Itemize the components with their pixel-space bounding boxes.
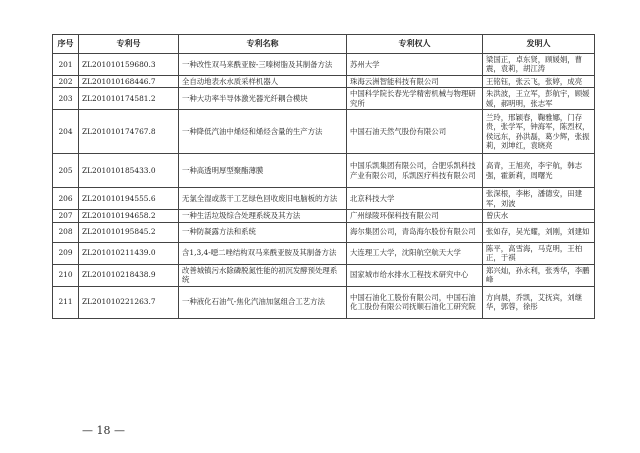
cell-patent-name: 一种降低汽油中烯烃和烯烃含量的生产方法	[179, 110, 347, 154]
cell-inventors: 梁国正，卓东贤，顾媛娟，曹震，袁莉，胡江涛	[483, 54, 595, 76]
cell-patent-id: ZL201010194555.6	[79, 188, 179, 210]
cell-serial: 201	[53, 54, 79, 76]
cell-patent-name: 一种液化石油气-焦化汽油加氢组合工艺方法	[179, 286, 347, 318]
cell-serial: 209	[53, 242, 79, 264]
table-row	[53, 242, 595, 264]
cell-patent-name: 含1,3,4-噁二唑结构双马来酰亚胺及其制备方法	[179, 242, 347, 264]
cell-inventors: 曾庆水	[483, 210, 595, 222]
table-row	[53, 286, 595, 318]
cell-patent-name: 无氯全湿或蒸干工艺绿色回收废旧电脑板的方法	[179, 188, 347, 210]
cell-patent-id: ZL201010168446.7	[79, 75, 179, 87]
cell-patent-holder: 中国科学院长春光学精密机械与物理研究所	[347, 88, 483, 110]
header-inventors: 发明人	[483, 35, 595, 54]
cell-patent-id: ZL201010221263.7	[79, 286, 179, 318]
cell-patent-holder: 苏州大学	[347, 54, 483, 76]
cell-patent-holder: 中国石油天然气股份有限公司	[347, 110, 483, 154]
header-patent-holder: 专利权人	[347, 35, 483, 54]
table-row	[53, 188, 595, 210]
cell-inventors: 张如存，吴光耀，刘刚，刘建如	[483, 222, 595, 242]
cell-inventors: 朱洪波，王立军，彭航宇，顾媛媛，郝明明，张志军	[483, 88, 595, 110]
cell-inventors: 兰玲，邢颖春，鞠雅娜，门存贵，张学军，钟海军，陈烈权，侯远东，孙洪磊，葛少辉，张振莉，刘坤红，袁晓亮	[483, 110, 595, 154]
cell-patent-id: ZL201010194658.2	[79, 210, 179, 222]
table-row	[53, 210, 595, 222]
header-patent-name: 专利名称	[179, 35, 347, 54]
table-row	[53, 54, 595, 76]
cell-inventors: 方向晨，乔凯，艾抚宾，刘继华，郭蓉，徐彤	[483, 286, 595, 318]
table-row	[53, 154, 595, 188]
cell-patent-id: ZL201010174581.2	[79, 88, 179, 110]
cell-serial: 203	[53, 88, 79, 110]
cell-serial: 208	[53, 222, 79, 242]
cell-serial: 211	[53, 286, 79, 318]
patent-table	[52, 34, 595, 319]
cell-patent-id: ZL201010218438.9	[79, 264, 179, 286]
table-row	[53, 222, 595, 242]
cell-patent-id: ZL201010211439.0	[79, 242, 179, 264]
cell-serial: 205	[53, 154, 79, 188]
cell-patent-name: 一种高透明厚型聚酯薄膜	[179, 154, 347, 188]
cell-inventors: 陈平，高雪海，马克明，王柏正，于祺	[483, 242, 595, 264]
cell-patent-name: 一种大功率半导体激光器光纤耦合模块	[179, 88, 347, 110]
header-patent-id: 专利号	[79, 35, 179, 54]
cell-inventors: 高青，王旭亮，李宇航，韩志强，霍新莉，周曙光	[483, 154, 595, 188]
table-header	[53, 35, 595, 54]
cell-patent-name: 全自动地表水水质采样机器人	[179, 75, 347, 87]
table-row	[53, 88, 595, 110]
cell-serial: 202	[53, 75, 79, 87]
cell-inventors: 王铭钰，张云飞，张婷，成亮	[483, 75, 595, 87]
cell-patent-holder: 广州绿陵环保科技有限公司	[347, 210, 483, 222]
cell-patent-name: 一种改性双马来酰亚胺-三嗪树脂及其制备方法	[179, 54, 347, 76]
cell-patent-holder: 大连理工大学，沈阳航空航天大学	[347, 242, 483, 264]
cell-serial: 206	[53, 188, 79, 210]
cell-serial: 210	[53, 264, 79, 286]
cell-patent-holder: 国家城市给水排水工程技术研究中心	[347, 264, 483, 286]
cell-patent-holder: 中国石油化工股份有限公司，中国石油化工股份有限公司抚顺石油化工研究院	[347, 286, 483, 318]
cell-patent-holder: 海尔集团公司，青岛海尔股份有限公司	[347, 222, 483, 242]
header-serial: 序号	[53, 35, 79, 54]
table-row	[53, 264, 595, 286]
cell-patent-id: ZL201010174767.8	[79, 110, 179, 154]
table-row	[53, 75, 595, 87]
table-body	[53, 54, 595, 319]
cell-patent-name: 一种防凝露方法和系统	[179, 222, 347, 242]
cell-patent-holder: 中国乐凯集团有限公司，合肥乐凯科技产业有限公司，乐凯医疗科技有限公司	[347, 154, 483, 188]
cell-patent-holder: 珠海云洲智能科技有限公司	[347, 75, 483, 87]
cell-patent-id: ZL201010185433.0	[79, 154, 179, 188]
cell-patent-holder: 北京科技大学	[347, 188, 483, 210]
cell-patent-id: ZL201010195845.2	[79, 222, 179, 242]
table-row	[53, 110, 595, 154]
cell-patent-id: ZL201010159680.3	[79, 54, 179, 76]
cell-serial: 204	[53, 110, 79, 154]
cell-inventors: 张深根，李彬，潘德安，田建军，刘波	[483, 188, 595, 210]
cell-patent-name: 改善城镇污水除磷脱氮性能的初沉发酵预处理系统	[179, 264, 347, 286]
cell-serial: 207	[53, 210, 79, 222]
header-row	[53, 35, 595, 54]
cell-patent-name: 一种生活垃圾综合处理系统及其方法	[179, 210, 347, 222]
cell-inventors: 郑兴灿，孙永利，张秀华，李鹏峰	[483, 264, 595, 286]
page-number: — 18 —	[82, 424, 125, 437]
